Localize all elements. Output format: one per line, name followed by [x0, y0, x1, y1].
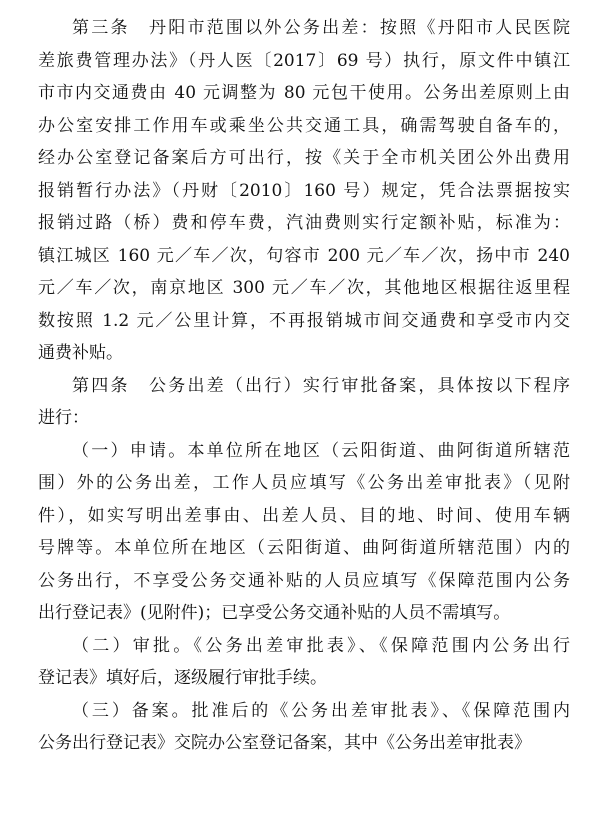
text-line: 经办公室登记备案后方可出行，按《关于全市机关团公外出费用 — [38, 148, 570, 168]
text-line: 市市内交通费由 40 元调整为 80 元包干使用。公务出差原则上由 — [38, 83, 570, 103]
text-line: 报销暂行办法》（丹财〔2010〕160 号）规定，凭合法票据按实 — [38, 180, 570, 201]
text-line: 公务出行，不享受公务交通补贴的人员应填写《保障范围内公务 — [38, 570, 570, 591]
article-4-paragraph — [38, 370, 570, 435]
text-line: （二）审批。《公务出差审批表》、《保障范围内公务出行 — [72, 635, 570, 656]
text-line: 围）外的公务出差，工作人员应填写《公务出差审批表》（见附 — [38, 473, 570, 493]
text-line: 元／车／次，南京地区 300 元／车／次，其他地区根据往返里程 — [38, 278, 570, 298]
item-1-paragraph — [38, 435, 570, 630]
text-line: 第三条 丹阳市范围以外公务出差：按照《丹阳市人民医院 — [72, 18, 570, 38]
text-line: 出行登记表》(见附件)；已享受公务交通补贴的人员不需填写。 — [38, 603, 511, 623]
text-line: 登记表》填好后，逐级履行审批手续。 — [38, 668, 327, 688]
text-line: （一）申请。本单位所在地区（云阳街道、曲阿街道所辖范 — [72, 440, 570, 461]
text-line: 件），如实写明出差事由、出差人员、目的地、时间、使用车辆 — [38, 505, 570, 526]
text-line: 差旅费管理办法》（丹人医〔2017〕69 号）执行，原文件中镇江 — [38, 50, 570, 71]
text-line: 通费补贴。 — [38, 343, 123, 363]
document-page — [38, 12, 570, 760]
text-line: 数按照 1.2 元／公里计算，不再报销城市间交通费和享受市内交 — [38, 310, 570, 331]
text-line: 镇江城区 160 元／车／次，句容市 200 元／车／次，扬中市 240 — [38, 245, 570, 266]
text-line: 办公室安排工作用车或乘坐公共交通工具，确需驾驶自备车的， — [38, 115, 570, 136]
item-2-paragraph — [38, 630, 570, 695]
text-line: 报销过路（桥）费和停车费，汽油费则实行定额补贴，标准为： — [38, 213, 570, 233]
text-line: 公务出行登记表》交院办公室登记备案，其中《公务出差审批表》 — [38, 733, 531, 753]
text-line: 第四条 公务出差（出行）实行审批备案，具体按以下程序 — [72, 375, 570, 396]
item-3-paragraph — [38, 695, 570, 760]
text-line: 号牌等。本单位所在地区（云阳街道、曲阿街道所辖范围）内的 — [38, 538, 570, 558]
text-line: （三）备案。批准后的《公务出差审批表》、《保障范围内 — [72, 700, 570, 721]
article-3-paragraph — [38, 12, 570, 370]
text-line: 进行： — [38, 408, 89, 428]
